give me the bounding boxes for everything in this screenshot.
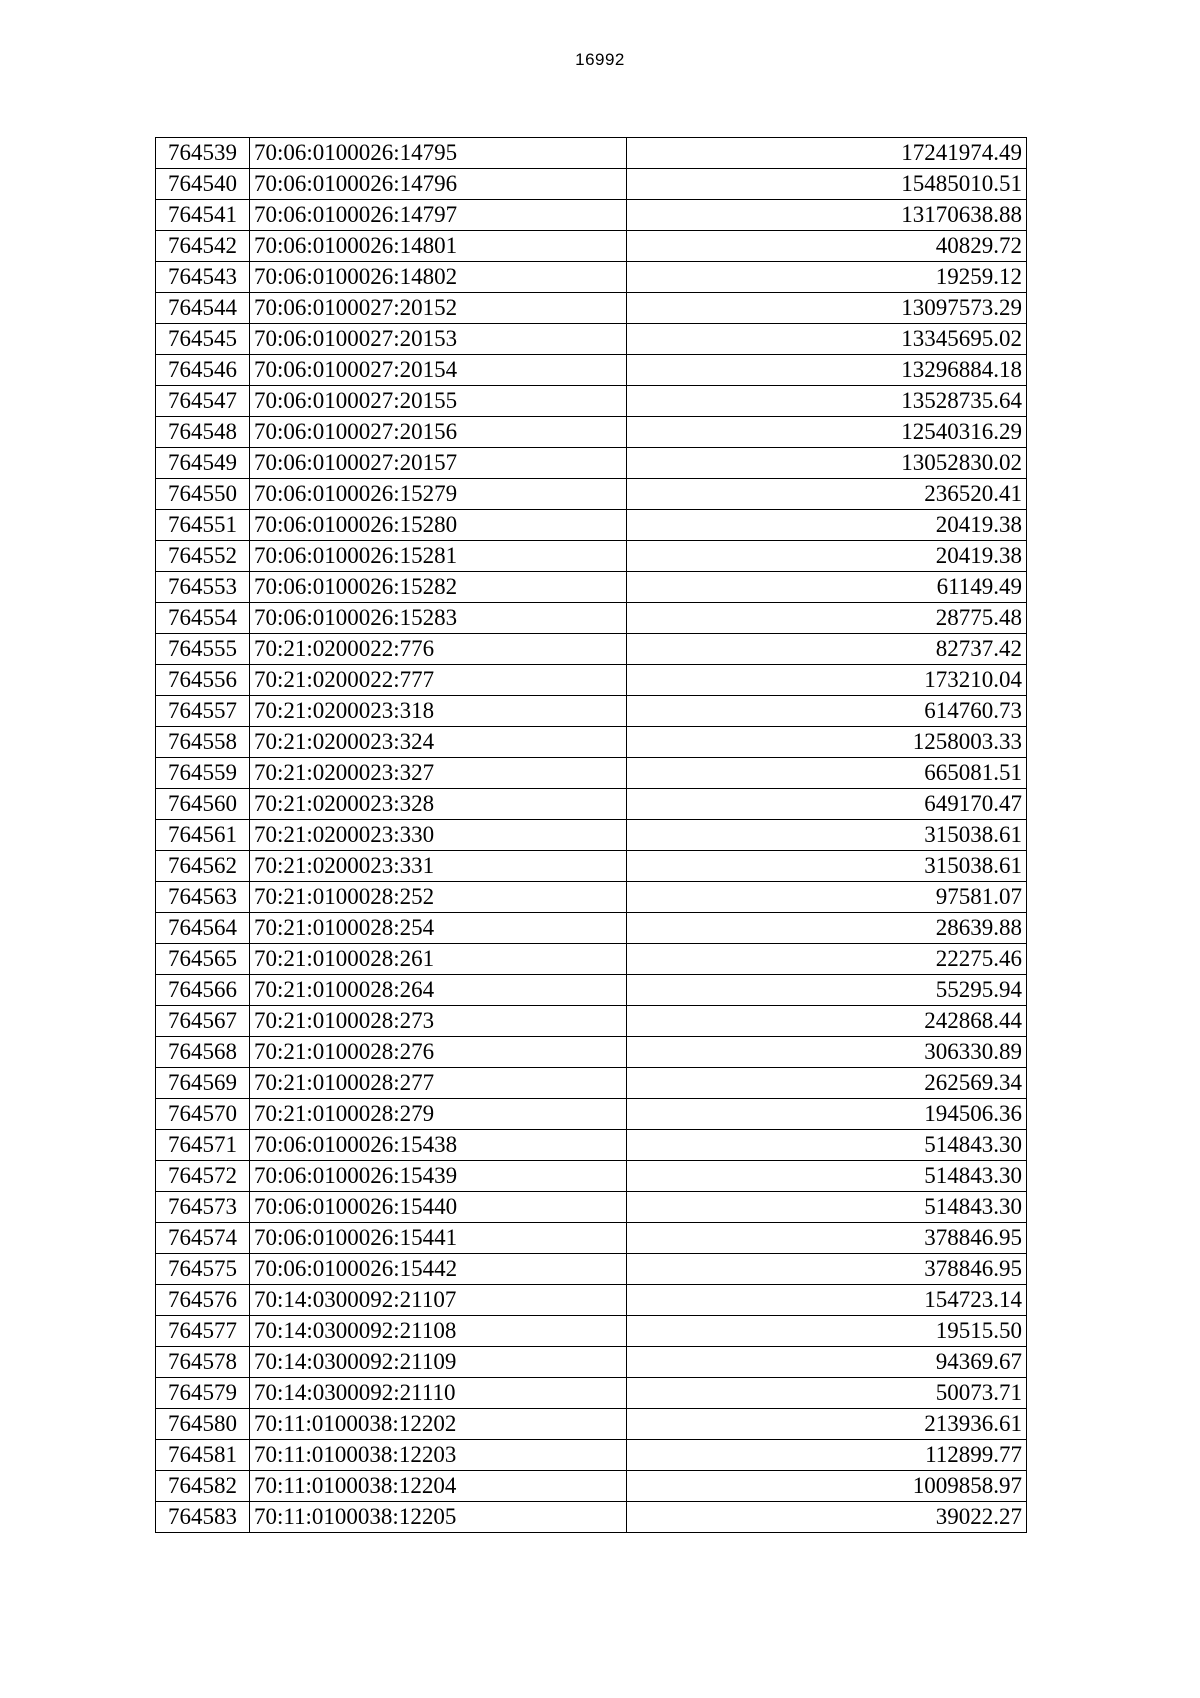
table-row (156, 603, 1027, 634)
row-id-cell: 764574 (156, 1223, 250, 1254)
cadastral-number-cell: 70:21:0200023:327 (250, 758, 627, 789)
table-row (156, 1378, 1027, 1409)
cadastral-number-cell: 70:06:0100026:15441 (250, 1223, 627, 1254)
table-row (156, 1130, 1027, 1161)
row-id-cell: 764569 (156, 1068, 250, 1099)
table-row (156, 262, 1027, 293)
cadastral-value-cell: 514843.30 (627, 1192, 1027, 1223)
cadastral-value-cell: 236520.41 (627, 479, 1027, 510)
table-row (156, 1223, 1027, 1254)
cadastral-number-cell: 70:21:0200022:777 (250, 665, 627, 696)
cadastral-value-cell: 13528735.64 (627, 386, 1027, 417)
cadastral-value-cell: 61149.49 (627, 572, 1027, 603)
row-id-cell: 764555 (156, 634, 250, 665)
row-id-cell: 764546 (156, 355, 250, 386)
row-id-cell: 764582 (156, 1471, 250, 1502)
table-row (156, 696, 1027, 727)
cadastral-value-cell: 15485010.51 (627, 169, 1027, 200)
cadastral-value-cell: 13097573.29 (627, 293, 1027, 324)
row-id-cell: 764560 (156, 789, 250, 820)
row-id-cell: 764570 (156, 1099, 250, 1130)
row-id-cell: 764561 (156, 820, 250, 851)
cadastral-number-cell: 70:21:0200023:331 (250, 851, 627, 882)
cadastral-number-cell: 70:06:0100026:15283 (250, 603, 627, 634)
cadastral-value-cell: 315038.61 (627, 851, 1027, 882)
row-id-cell: 764571 (156, 1130, 250, 1161)
cadastral-number-cell: 70:21:0200022:776 (250, 634, 627, 665)
cadastral-value-cell: 13052830.02 (627, 448, 1027, 479)
cadastral-number-cell: 70:14:0300092:21110 (250, 1378, 627, 1409)
cadastral-number-cell: 70:11:0100038:12202 (250, 1409, 627, 1440)
cadastral-number-cell: 70:14:0300092:21107 (250, 1285, 627, 1316)
table-row (156, 324, 1027, 355)
cadastral-number-cell: 70:06:0100026:15442 (250, 1254, 627, 1285)
table-row (156, 851, 1027, 882)
cadastral-value-cell: 97581.07 (627, 882, 1027, 913)
table-row (156, 386, 1027, 417)
cadastral-number-cell: 70:06:0100026:15281 (250, 541, 627, 572)
row-id-cell: 764554 (156, 603, 250, 634)
row-id-cell: 764540 (156, 169, 250, 200)
cadastral-number-cell: 70:06:0100026:14796 (250, 169, 627, 200)
cadastral-number-cell: 70:06:0100027:20156 (250, 417, 627, 448)
cadastral-value-cell: 213936.61 (627, 1409, 1027, 1440)
cadastral-value-cell: 55295.94 (627, 975, 1027, 1006)
table-row (156, 1068, 1027, 1099)
cadastral-value-cell: 19515.50 (627, 1316, 1027, 1347)
cadastral-number-cell: 70:21:0100028:261 (250, 944, 627, 975)
row-id-cell: 764557 (156, 696, 250, 727)
cadastral-number-cell: 70:06:0100026:14797 (250, 200, 627, 231)
row-id-cell: 764545 (156, 324, 250, 355)
row-id-cell: 764549 (156, 448, 250, 479)
cadastral-value-cell: 19259.12 (627, 262, 1027, 293)
table-row (156, 789, 1027, 820)
table-row (156, 634, 1027, 665)
table-row (156, 1409, 1027, 1440)
row-id-cell: 764576 (156, 1285, 250, 1316)
cadastral-number-cell: 70:06:0100026:14801 (250, 231, 627, 262)
table-body (156, 138, 1027, 1533)
table-row (156, 727, 1027, 758)
row-id-cell: 764577 (156, 1316, 250, 1347)
row-id-cell: 764564 (156, 913, 250, 944)
row-id-cell: 764558 (156, 727, 250, 758)
row-id-cell: 764568 (156, 1037, 250, 1068)
row-id-cell: 764572 (156, 1161, 250, 1192)
table-row (156, 944, 1027, 975)
cadastral-value-cell: 514843.30 (627, 1161, 1027, 1192)
cadastral-value-cell: 13170638.88 (627, 200, 1027, 231)
table-row (156, 169, 1027, 200)
cadastral-value-cell: 13296884.18 (627, 355, 1027, 386)
cadastral-number-cell: 70:11:0100038:12203 (250, 1440, 627, 1471)
table-row (156, 231, 1027, 262)
row-id-cell: 764550 (156, 479, 250, 510)
row-id-cell: 764573 (156, 1192, 250, 1223)
cadastral-value-cell: 514843.30 (627, 1130, 1027, 1161)
cadastral-number-cell: 70:06:0100026:14802 (250, 262, 627, 293)
row-id-cell: 764567 (156, 1006, 250, 1037)
cadastral-value-cell: 50073.71 (627, 1378, 1027, 1409)
cadastral-number-cell: 70:14:0300092:21109 (250, 1347, 627, 1378)
cadastral-number-cell: 70:11:0100038:12204 (250, 1471, 627, 1502)
table-row (156, 1161, 1027, 1192)
table-row (156, 1006, 1027, 1037)
cadastral-number-cell: 70:06:0100026:15280 (250, 510, 627, 541)
row-id-cell: 764543 (156, 262, 250, 293)
cadastral-value-cell: 40829.72 (627, 231, 1027, 262)
table-row (156, 1192, 1027, 1223)
cadastral-value-cell: 112899.77 (627, 1440, 1027, 1471)
table-row (156, 1037, 1027, 1068)
cadastral-value-cell: 82737.42 (627, 634, 1027, 665)
cadastral-value-cell: 194506.36 (627, 1099, 1027, 1130)
row-id-cell: 764583 (156, 1502, 250, 1533)
table-row (156, 1254, 1027, 1285)
row-id-cell: 764579 (156, 1378, 250, 1409)
table-row (156, 913, 1027, 944)
table-row (156, 138, 1027, 169)
cadastral-value-cell: 12540316.29 (627, 417, 1027, 448)
cadastral-number-cell: 70:21:0100028:277 (250, 1068, 627, 1099)
cadastral-value-cell: 1258003.33 (627, 727, 1027, 758)
cadastral-number-cell: 70:21:0100028:252 (250, 882, 627, 913)
table-row (156, 510, 1027, 541)
cadastral-number-cell: 70:06:0100027:20154 (250, 355, 627, 386)
row-id-cell: 764559 (156, 758, 250, 789)
table-row (156, 448, 1027, 479)
cadastral-number-cell: 70:21:0200023:324 (250, 727, 627, 758)
table-row (156, 975, 1027, 1006)
cadastral-value-cell: 262569.34 (627, 1068, 1027, 1099)
cadastral-number-cell: 70:06:0100027:20157 (250, 448, 627, 479)
cadastral-number-cell: 70:21:0200023:330 (250, 820, 627, 851)
cadastral-value-cell: 20419.38 (627, 541, 1027, 572)
cadastral-number-cell: 70:21:0200023:318 (250, 696, 627, 727)
table-row (156, 1502, 1027, 1533)
cadastral-value-cell: 94369.67 (627, 1347, 1027, 1378)
table-row (156, 1440, 1027, 1471)
cadastral-value-cell: 28775.48 (627, 603, 1027, 634)
table-row (156, 1285, 1027, 1316)
table-row (156, 1316, 1027, 1347)
row-id-cell: 764552 (156, 541, 250, 572)
cadastral-value-cell: 13345695.02 (627, 324, 1027, 355)
cadastral-number-cell: 70:06:0100027:20153 (250, 324, 627, 355)
cadastral-number-cell: 70:06:0100026:15438 (250, 1130, 627, 1161)
table-row (156, 541, 1027, 572)
table-row (156, 479, 1027, 510)
cadastral-number-cell: 70:11:0100038:12205 (250, 1502, 627, 1533)
cadastral-number-cell: 70:14:0300092:21108 (250, 1316, 627, 1347)
row-id-cell: 764539 (156, 138, 250, 169)
cadastral-value-cell: 378846.95 (627, 1223, 1027, 1254)
table-row (156, 1099, 1027, 1130)
row-id-cell: 764556 (156, 665, 250, 696)
row-id-cell: 764551 (156, 510, 250, 541)
table-row (156, 1471, 1027, 1502)
cadastral-value-cell: 306330.89 (627, 1037, 1027, 1068)
table-row (156, 882, 1027, 913)
row-id-cell: 764563 (156, 882, 250, 913)
row-id-cell: 764580 (156, 1409, 250, 1440)
cadastral-number-cell: 70:21:0100028:254 (250, 913, 627, 944)
row-id-cell: 764547 (156, 386, 250, 417)
cadastral-number-cell: 70:06:0100026:14795 (250, 138, 627, 169)
row-id-cell: 764553 (156, 572, 250, 603)
cadastral-number-cell: 70:21:0100028:276 (250, 1037, 627, 1068)
cadastral-value-cell: 154723.14 (627, 1285, 1027, 1316)
cadastral-number-cell: 70:06:0100026:15282 (250, 572, 627, 603)
table-row (156, 665, 1027, 696)
table-row (156, 820, 1027, 851)
row-id-cell: 764566 (156, 975, 250, 1006)
cadastral-value-cell: 39022.27 (627, 1502, 1027, 1533)
cadastral-value-cell: 614760.73 (627, 696, 1027, 727)
cadastral-value-cell: 378846.95 (627, 1254, 1027, 1285)
table-row (156, 355, 1027, 386)
cadastral-number-cell: 70:06:0100027:20152 (250, 293, 627, 324)
cadastral-number-cell: 70:06:0100027:20155 (250, 386, 627, 417)
row-id-cell: 764548 (156, 417, 250, 448)
cadastral-value-cell: 649170.47 (627, 789, 1027, 820)
cadastral-number-cell: 70:06:0100026:15439 (250, 1161, 627, 1192)
row-id-cell: 764541 (156, 200, 250, 231)
cadastral-value-table (155, 137, 1027, 1533)
cadastral-number-cell: 70:06:0100026:15440 (250, 1192, 627, 1223)
cadastral-value-cell: 1009858.97 (627, 1471, 1027, 1502)
page-number: 16992 (575, 50, 625, 69)
table-row (156, 758, 1027, 789)
table-row (156, 293, 1027, 324)
cadastral-value-cell: 28639.88 (627, 913, 1027, 944)
cadastral-value-cell: 22275.46 (627, 944, 1027, 975)
row-id-cell: 764581 (156, 1440, 250, 1471)
cadastral-value-cell: 315038.61 (627, 820, 1027, 851)
row-id-cell: 764575 (156, 1254, 250, 1285)
row-id-cell: 764562 (156, 851, 250, 882)
row-id-cell: 764565 (156, 944, 250, 975)
table-row (156, 200, 1027, 231)
table-row (156, 417, 1027, 448)
row-id-cell: 764544 (156, 293, 250, 324)
table-row (156, 572, 1027, 603)
cadastral-number-cell: 70:21:0100028:273 (250, 1006, 627, 1037)
table-row (156, 1347, 1027, 1378)
cadastral-value-cell: 665081.51 (627, 758, 1027, 789)
row-id-cell: 764542 (156, 231, 250, 262)
row-id-cell: 764578 (156, 1347, 250, 1378)
cadastral-value-cell: 17241974.49 (627, 138, 1027, 169)
cadastral-number-cell: 70:21:0100028:264 (250, 975, 627, 1006)
cadastral-value-cell: 242868.44 (627, 1006, 1027, 1037)
cadastral-value-cell: 20419.38 (627, 510, 1027, 541)
cadastral-number-cell: 70:21:0100028:279 (250, 1099, 627, 1130)
cadastral-number-cell: 70:06:0100026:15279 (250, 479, 627, 510)
cadastral-number-cell: 70:21:0200023:328 (250, 789, 627, 820)
cadastral-value-cell: 173210.04 (627, 665, 1027, 696)
